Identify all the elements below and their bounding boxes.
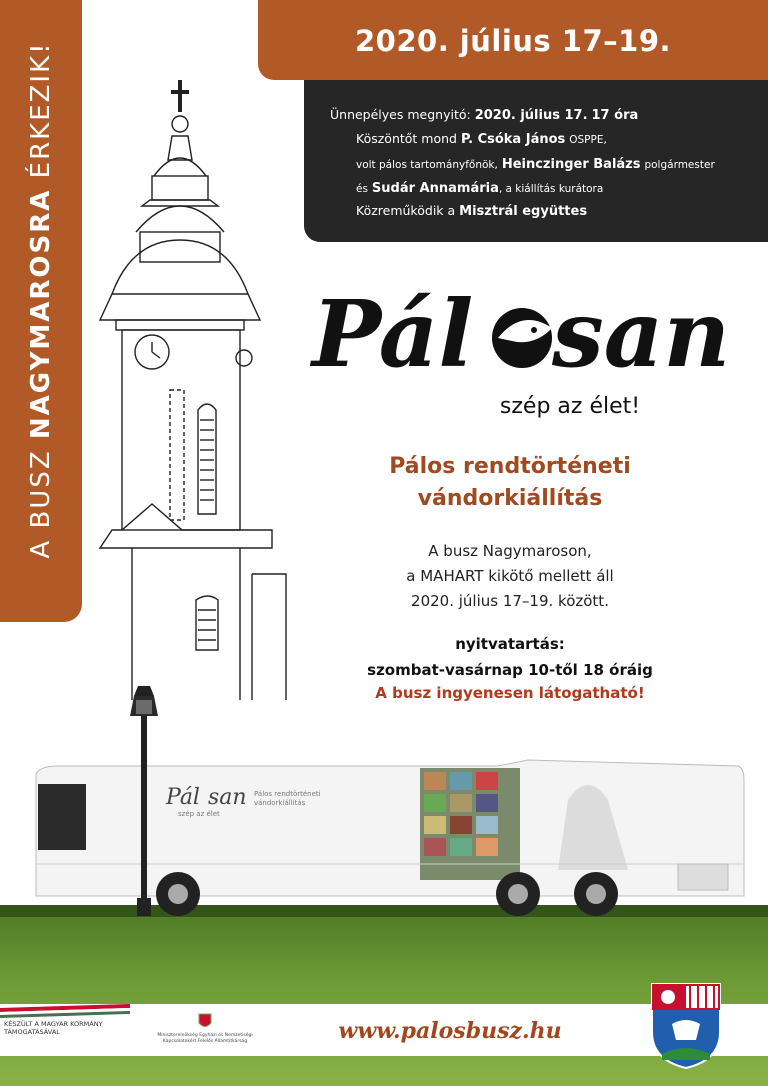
logo-subtitle: szép az élet! xyxy=(499,394,641,419)
street-lamp xyxy=(126,686,162,916)
nagymaros-crest-icon xyxy=(648,980,724,1070)
side-banner xyxy=(0,0,82,622)
bus-tagline: szép az élet xyxy=(178,810,220,818)
side-banner-text: A BUSZ NAGYMAROSRA ÉRKEZIK! xyxy=(26,41,56,559)
opening-hours xyxy=(340,631,680,683)
government-support-text: KÉSZÜLT A MAGYAR KORMÁNY TÁMOGATÁSÁVAL xyxy=(4,1020,103,1036)
free-admission-text: A busz ingyenesen látogatható! xyxy=(375,684,645,702)
logo-text-part2: san xyxy=(552,280,731,388)
location-line-2: a MAHART kikötő mellett áll xyxy=(406,567,614,585)
website-url[interactable]: www.palosbusz.hu xyxy=(338,1018,562,1044)
bus-photo-collage xyxy=(420,768,520,880)
exhibition-title-line-1: Pálos rendtörténeti xyxy=(389,454,631,479)
bus-line-2: vándorkiállítás xyxy=(254,799,306,807)
bus-wheel-rear-2 xyxy=(574,872,618,916)
opening-hours-label: nyitvatartás: xyxy=(455,635,565,653)
logo-bird-icon xyxy=(492,308,552,368)
logo-text-part1: Pál xyxy=(312,280,474,388)
bus-logo-part1: Pál xyxy=(166,785,200,810)
opening-hours-value: szombat-vasárnap 10-től 18 óráig xyxy=(367,661,653,679)
opening-line-5: Közreműködik a Misztrál együttes xyxy=(356,203,588,219)
exhibition-title-line-2: vándorkiállítás xyxy=(417,486,603,511)
bus-wheel-rear-1 xyxy=(496,872,540,916)
coat-of-arms-icon xyxy=(198,1012,212,1030)
bus-line-1: Pálos rendtörténeti xyxy=(254,790,321,798)
palosan-logo xyxy=(312,268,731,388)
location-line-3: 2020. július 17–19. között. xyxy=(411,592,609,610)
event-date: 2020. július 17–19. xyxy=(354,24,672,58)
opening-line-4: és Sudár Annamária, a kiállítás kurátora xyxy=(356,181,604,196)
ministry-logo xyxy=(150,1012,260,1052)
exhibition-title xyxy=(360,451,660,515)
bus-wheel-front xyxy=(156,872,200,916)
church-illustration xyxy=(92,80,292,700)
bus-logo-part2: san xyxy=(208,785,247,810)
date-banner xyxy=(258,0,768,80)
opening-info-box xyxy=(304,80,768,242)
opening-line-3: volt pálos tartományfőnök, Heinczinger Balázs polgármester xyxy=(356,157,715,172)
opening-line-1: Ünnepélyes megnyitó: 2020. július 17. 17 óra xyxy=(330,107,639,123)
location-text xyxy=(360,539,660,614)
opening-line-2: Köszöntőt mond P. Csóka János OSPPE, xyxy=(356,131,607,147)
ministry-text: Miniszterelnökség Egyházi és Nemzetiségi Kapcsolatokért Felelős Államtitkárság xyxy=(157,1033,253,1044)
location-line-1: A busz Nagymaroson, xyxy=(428,542,592,560)
